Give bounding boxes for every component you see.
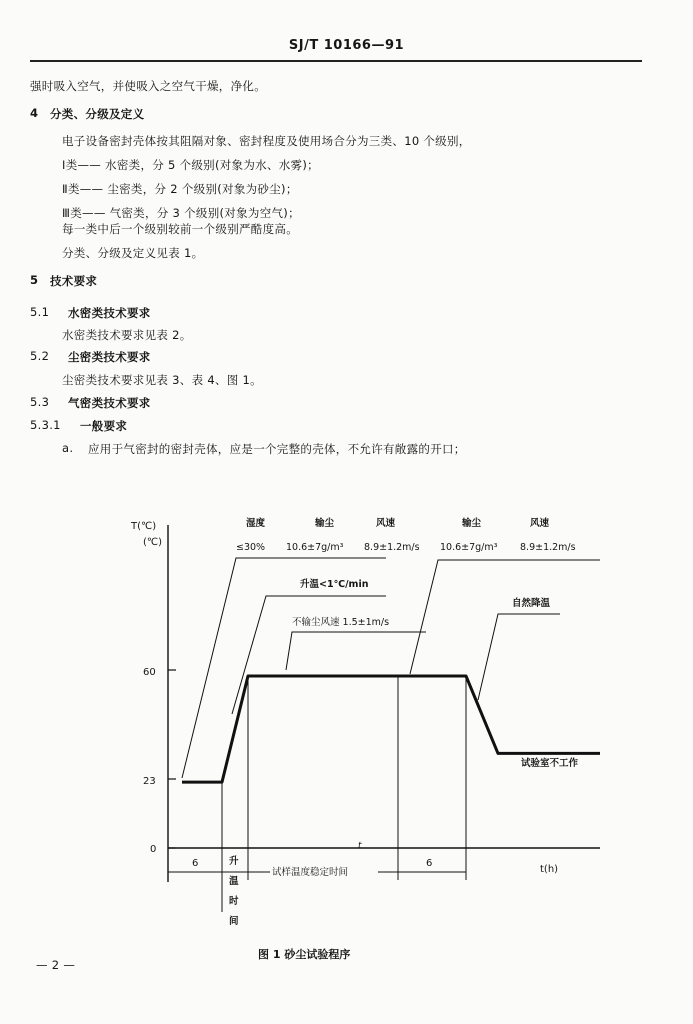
document-header: SJ/T 10166—91 <box>288 38 405 53</box>
section-5-3-1-number: 5.3.1 <box>30 418 61 432</box>
wind-1-label: 风速 <box>376 518 396 529</box>
y-axis-unit: (℃) <box>143 537 163 548</box>
wind-2-value: 8.9±1.2m/s <box>520 542 576 553</box>
dust-2-label: 输尘 <box>462 518 482 529</box>
page-number: — 2 — <box>36 958 76 972</box>
wind-2-label: 风速 <box>530 518 550 529</box>
leader-no-dust <box>286 632 426 670</box>
item-a-text: 应用于气密封的密封壳体，应是一个完整的壳体，不允许有敞露的开口； <box>88 442 466 456</box>
dust-1-value: 10.6±7g/m³ <box>286 542 344 553</box>
humidity-value: ≤30% <box>236 542 266 553</box>
rise-time-char-3: 时 <box>229 896 239 907</box>
section-4-paragraph-2: 每一类中后一个级别较前一个级别严酷度高。 <box>62 222 298 236</box>
rise-time-char-1: 升 <box>229 856 239 867</box>
section-5-1-text: 水密类技术要求见表 2。 <box>62 328 192 342</box>
rise-rate-annotation: 升温<1℃/min <box>300 579 369 590</box>
no-dust-wind-annotation: 不输尘风速 1.5±1m/s <box>292 617 390 628</box>
rise-time-char-2: 温 <box>229 876 239 887</box>
y-tick-label-23: 23 <box>143 776 156 787</box>
y-axis-label: T(℃) <box>131 521 157 532</box>
interval-t-marker: t <box>358 841 362 851</box>
y-tick-label-60: 60 <box>143 667 156 678</box>
leader-rise-rate <box>232 596 386 714</box>
y-tick-label-0: 0 <box>150 844 157 855</box>
section-5-3-1-title: 一般要求 <box>80 419 128 433</box>
leader-natural-cool <box>478 614 560 700</box>
x-axis-label: t(h) <box>540 864 559 875</box>
section-4-title: 分类、分级及定义 <box>50 107 145 121</box>
paragraph-continuation: 强时吸入空气，并使吸入之空气干燥，净化。 <box>30 79 266 93</box>
section-5-3-number: 5.3 <box>30 395 50 409</box>
section-5-number: 5 <box>30 273 39 287</box>
item-a-label: a. <box>62 441 74 455</box>
section-4-paragraph-3: 分类、分级及定义见表 1。 <box>62 246 204 260</box>
leader-dust-2 <box>410 560 600 674</box>
section-5-2-text: 尘密类技术要求见表 3、表 4、图 1。 <box>62 373 262 387</box>
dust-1-label: 输尘 <box>315 518 335 529</box>
interval-first-6h: 6 <box>192 858 199 869</box>
section-4-paragraph-1: 电子设备密封壳体按其阻隔对象、密封程度及使用场合分为三类、10 个级别， <box>62 134 471 148</box>
natural-cooling-annotation: 自然降温 <box>512 598 551 609</box>
section-5-1-title: 水密类技术要求 <box>68 306 151 320</box>
section-4-number: 4 <box>30 106 39 120</box>
section-4-list-item-1: Ⅰ类—— 水密类，分 5 个级别(对象为水、水雾)； <box>62 158 319 172</box>
rise-time-char-4: 间 <box>229 916 239 927</box>
section-5-3-title: 气密类技术要求 <box>68 396 151 410</box>
section-5-2-title: 尘密类技术要求 <box>68 350 151 364</box>
stabilize-time-label: 试样温度稳定时间 <box>272 867 349 878</box>
wind-1-value: 8.9±1.2m/s <box>364 542 420 553</box>
interval-last-6h: 6 <box>426 858 433 869</box>
section-5-1-number: 5.1 <box>30 305 50 319</box>
section-5-2-number: 5.2 <box>30 349 50 363</box>
leader-humidity <box>182 558 386 778</box>
section-5-title: 技术要求 <box>50 274 98 288</box>
dust-2-value: 10.6±7g/m³ <box>440 542 498 553</box>
section-4-list-item-2: Ⅱ类—— 尘密类，分 2 个级别(对象为砂尘)； <box>62 182 298 196</box>
section-4-list-item-3: Ⅲ类—— 气密类，分 3 个级别(对象为空气)； <box>62 206 300 220</box>
figure-caption: 图 1 砂尘试验程序 <box>258 948 351 961</box>
chamber-off-annotation: 试验室不工作 <box>521 758 579 769</box>
humidity-label: 湿度 <box>246 518 266 529</box>
